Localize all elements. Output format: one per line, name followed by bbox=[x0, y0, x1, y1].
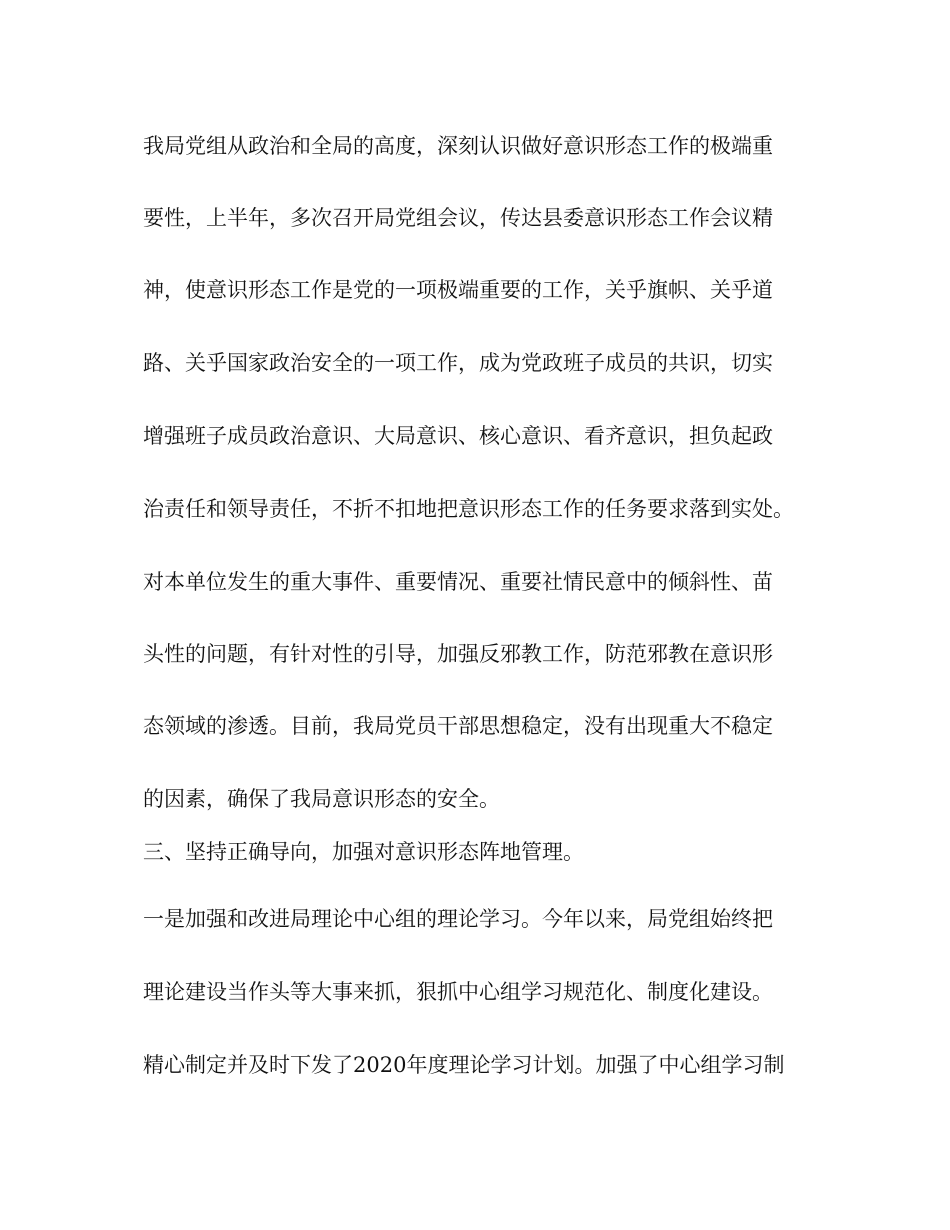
text-line: 理论建设当作头等大事来抓，狠抓中心组学习规范化、制度化建设。 bbox=[143, 980, 773, 1004]
text-line: 一是加强和改进局理论中心组的理论学习。今年以来，局党组始终把 bbox=[143, 907, 773, 931]
text-line: 态领域的渗透。目前，我局党员干部思想稳定，没有出现重大不稳定 bbox=[143, 714, 773, 738]
section-heading: 三、坚持正确导向，加强对意识形态阵地管理。 bbox=[143, 840, 584, 864]
text-line: 路、关乎国家政治安全的一项工作，成为党政班子成员的共识，切实 bbox=[143, 351, 773, 375]
text-line: 增强班子成员政治意识、大局意识、核心意识、看齐意识，担负起政 bbox=[143, 424, 773, 448]
text-line: 的因素，确保了我局意识形态的安全。 bbox=[143, 787, 500, 811]
text-line: 精心制定并及时下发了2020年度理论学习计划。加强了中心组学习制 bbox=[143, 1053, 785, 1077]
text-line: 要性，上半年，多次召开局党组会议，传达县委意识形态工作会议精 bbox=[143, 206, 773, 230]
text-line: 神，使意识形态工作是党的一项极端重要的工作，关乎旗帜、关乎道 bbox=[143, 278, 773, 302]
text-line: 我局党组从政治和全局的高度，深刻认识做好意识形态工作的极端重 bbox=[143, 134, 773, 158]
text-line: 对本单位发生的重大事件、重要情况、重要社情民意中的倾斜性、苗 bbox=[143, 570, 773, 594]
text-line: 头性的问题，有针对性的引导，加强反邪教工作，防范邪教在意识形 bbox=[143, 642, 773, 666]
text-line: 治责任和领导责任，不折不扣地把意识形态工作的任务要求落到实处。 bbox=[143, 497, 794, 521]
